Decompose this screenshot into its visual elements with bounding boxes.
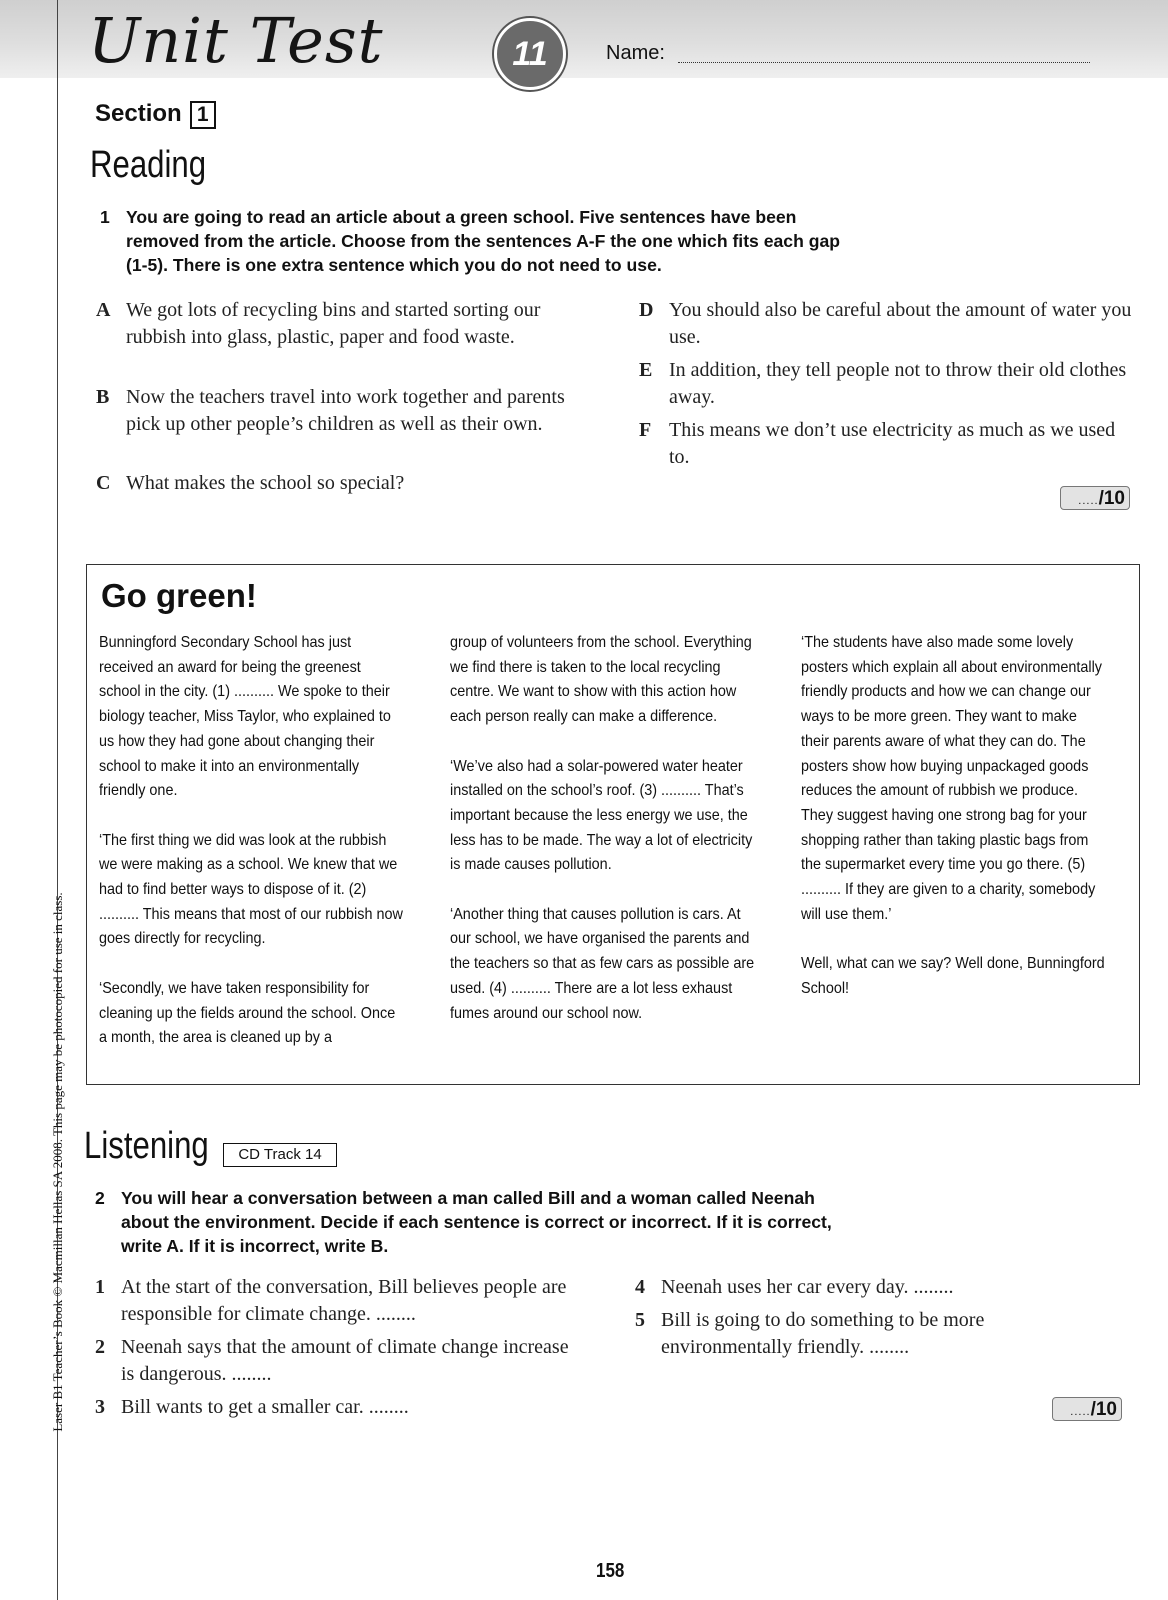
article-paragraph: Well, what can we say? Well done, Bunningford School! xyxy=(801,955,1105,997)
question-number: 2 xyxy=(95,1336,105,1358)
instruction-line: removed from the article. Choose from the sentences A-F the one which fits each gap xyxy=(126,231,840,251)
reading-score-box xyxy=(1060,486,1130,510)
score-total: /10 xyxy=(1090,1399,1117,1420)
option-text: We got lots of recycling bins and started sorting our rubbish into glass, plastic, paper and food waste. xyxy=(126,299,541,348)
article-paragraph: ‘We’ve also had a solar-powered water heater installed on the school’s roof. (3) .......... That’s important because the less energy we use, the less has to be made. The way a lot of electricity is made causes pollution. xyxy=(450,757,753,874)
option-letter: D xyxy=(639,299,654,321)
question-number: 5 xyxy=(635,1309,645,1331)
instruction-line: You are going to read an article about a green school. Five sentences have been xyxy=(126,207,797,227)
reading-instruction xyxy=(100,205,1126,277)
unit-number-badge: 11 xyxy=(494,18,566,90)
article-column-3 xyxy=(801,631,1107,1026)
question-3 xyxy=(95,1394,571,1421)
instruction-line: (1-5). There is one extra sentence which you do not need to use. xyxy=(126,255,662,275)
score-total: /10 xyxy=(1098,488,1125,509)
page-number: 158 xyxy=(596,1560,625,1582)
question-text: Neenah uses her car every day. ........ xyxy=(661,1276,954,1298)
question-number: 1 xyxy=(95,1276,105,1298)
option-letter: C xyxy=(96,472,111,494)
question-text: At the start of the conversation, Bill believes people are responsible for climate change. ........ xyxy=(121,1276,567,1325)
option-text: You should also be careful about the amount of water you use. xyxy=(669,299,1132,348)
question-5 xyxy=(635,1307,1101,1361)
option-c xyxy=(96,470,576,497)
option-text: What makes the school so special? xyxy=(126,472,405,494)
instruction-number: 2 xyxy=(95,1188,105,1208)
option-e xyxy=(639,357,1139,411)
page-title: Unit Test xyxy=(88,4,384,77)
article-paragraph: ‘The students have also made some lovely posters which explain all about environmentally friendly products and how we can change our ways to be more green. They want to make their parents aware of what they can do. The posters show how buying unpackaged goods reduces the amount of rubbish we produce. They suggest having one strong bag for your shopping rather than taking plastic bags from the supermarket every time you go there. (5) .......... If they are given to a charity, somebody will use them.’ xyxy=(801,634,1102,923)
article-paragraph: Bunningford Secondary School has just received an award for being the greenest school in the city. (1) .......... We spoke to their biology teacher, Miss Taylor, who explained to us how they had gone about changing their school to make it into an environmentally friendly one. xyxy=(99,634,391,800)
article-column-1 xyxy=(99,631,405,1076)
name-label: Name: xyxy=(606,42,665,64)
option-f xyxy=(639,417,1139,471)
article-paragraph: ‘The first thing we did was look at the rubbish we were making as a school. We knew that we had to find better ways to dispose of it. (2) .......... This means that most of our rubbish now goes directly for recycling. xyxy=(99,831,403,948)
listening-heading: Listening xyxy=(84,1125,209,1167)
question-text: Neenah says that the amount of climate change increase is dangerous. ........ xyxy=(121,1336,569,1385)
question-number: 3 xyxy=(95,1396,105,1418)
instruction-line: You will hear a conversation between a man called Bill and a woman called Neenah xyxy=(121,1188,815,1208)
listening-score-box xyxy=(1052,1397,1122,1421)
question-number: 4 xyxy=(635,1276,645,1298)
option-text: This means we don’t use electricity as much as we used to. xyxy=(669,419,1116,468)
option-letter: A xyxy=(96,299,111,321)
option-a xyxy=(96,297,576,351)
option-text: Now the teachers travel into work together and parents pick up other people’s children as well as their own. xyxy=(126,386,565,435)
article-paragraph: ‘Another thing that causes pollution is cars. At our school, we have organised the parents and the teachers so that as few cars as possible are used. (4) .......... There are a lot less exhaust fumes around our school now. xyxy=(450,905,755,1022)
article-paragraph: group of volunteers from the school. Everything we find there is taken to the local recycling centre. We want to show with this action how each person really can make a difference. xyxy=(450,634,752,726)
copyright-note: Laser B1 Teacher’s Book © Macmillan Hellas SA 2008. This page may be photocopied for use in class. xyxy=(50,892,65,1432)
name-field-line xyxy=(678,62,1090,63)
option-letter: B xyxy=(96,386,110,408)
article-title: Go green! xyxy=(101,577,257,614)
option-d xyxy=(639,297,1139,351)
instruction-line: about the environment. Decide if each sentence is correct or incorrect. If it is correct, xyxy=(121,1212,832,1232)
question-2 xyxy=(95,1334,571,1388)
listening-instruction xyxy=(95,1186,1131,1258)
section-number-box: 1 xyxy=(190,101,216,129)
question-1 xyxy=(95,1274,571,1328)
option-letter: F xyxy=(639,419,652,441)
option-letter: E xyxy=(639,359,653,381)
section-text: Section xyxy=(95,100,182,127)
instruction-line: write A. If it is incorrect, write B. xyxy=(121,1236,389,1256)
option-b xyxy=(96,384,576,438)
score-dots: ..... xyxy=(1078,495,1099,507)
question-text: Bill is going to do something to be more environmentally friendly. ........ xyxy=(661,1309,985,1358)
article-paragraph: ‘Secondly, we have taken responsibility for cleaning up the fields around the school. Once a month, the area is cleaned up by a xyxy=(99,979,396,1047)
instruction-number: 1 xyxy=(100,207,110,227)
question-text: Bill wants to get a smaller car. ........ xyxy=(121,1396,409,1418)
reading-heading: Reading xyxy=(90,144,207,186)
article-column-2 xyxy=(450,631,756,1051)
cd-track-label: CD Track 14 xyxy=(223,1143,337,1167)
section-label xyxy=(95,100,216,129)
question-4 xyxy=(635,1274,1101,1301)
option-text: In addition, they tell people not to throw their old clothes away. xyxy=(669,359,1127,408)
article-box xyxy=(86,564,1140,1085)
score-dots: ..... xyxy=(1070,1406,1091,1418)
